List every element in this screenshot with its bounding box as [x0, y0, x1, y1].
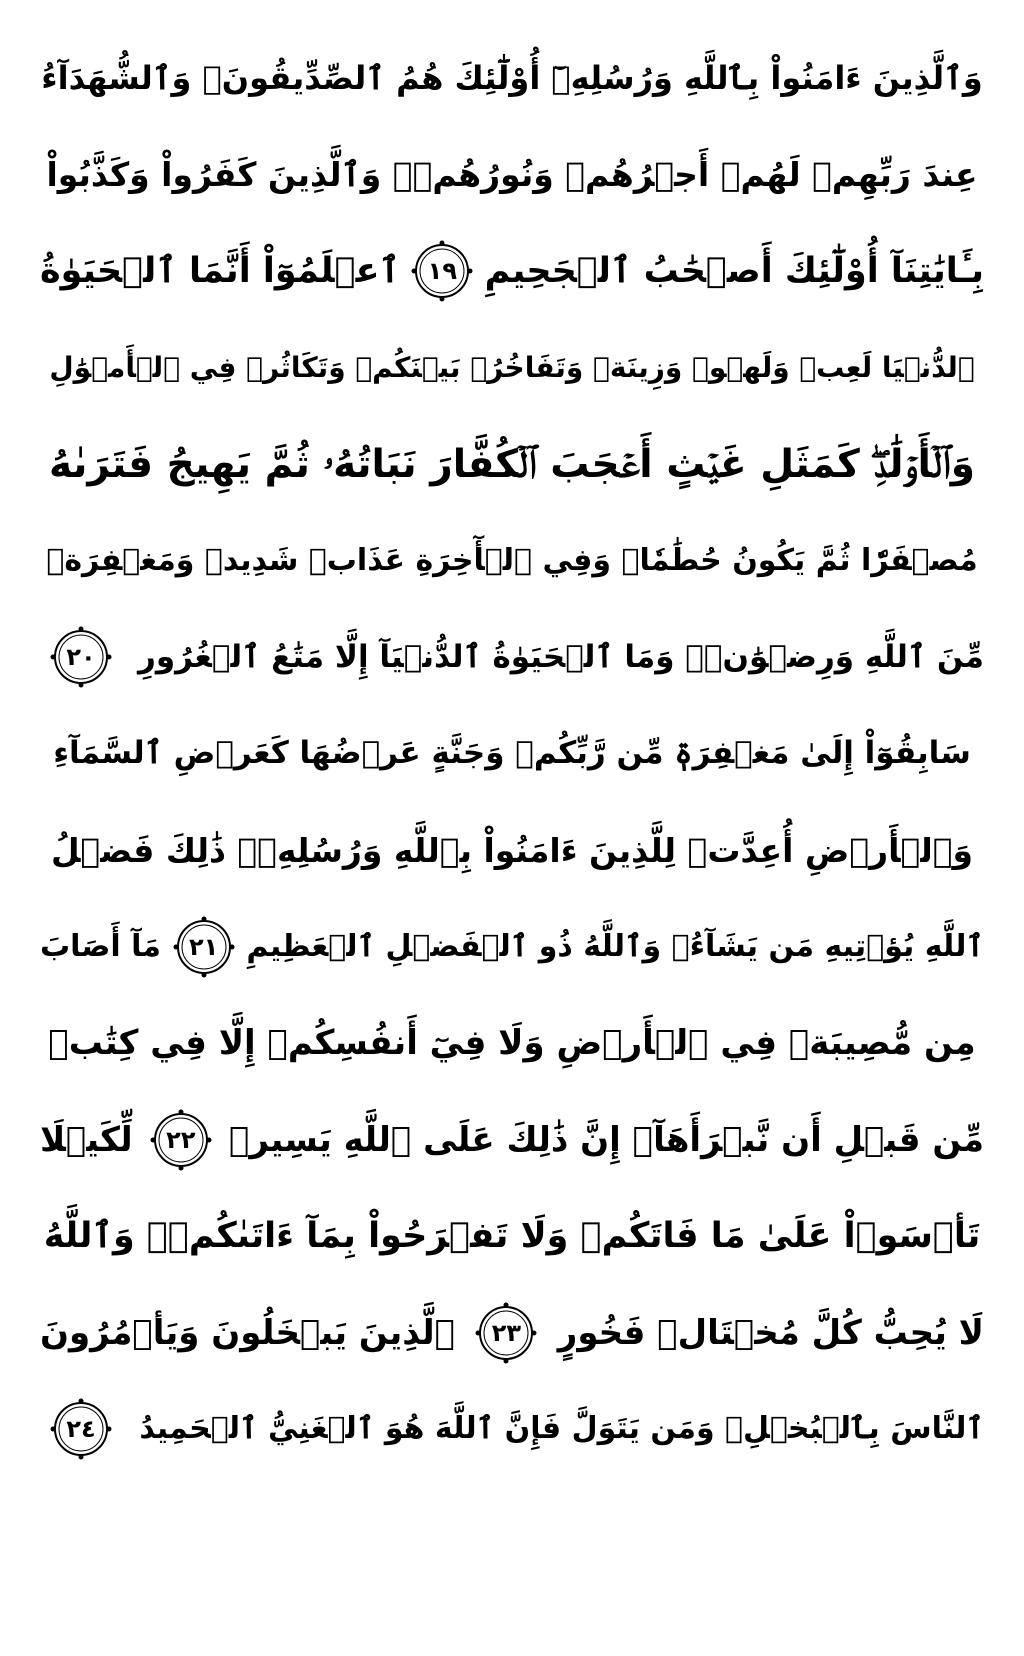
ayah-number: ٢٣ [491, 1318, 522, 1347]
text-line [40, 995, 984, 1092]
ayah-number: ٢٠ [66, 643, 96, 672]
text-line [40, 223, 984, 320]
text-line [40, 513, 984, 610]
verse-text: مَآ أَصَابَ [40, 928, 161, 964]
text-line [40, 1381, 984, 1478]
verse-text: سَابِقُوٓاْ إِلَىٰ مَغۡفِرَةٖ مِّن رَّبِّكُمۡ وَجَنَّةٍ عَرۡضُهَا كَعَرۡضِ ٱلسَّمَآءِ [53, 735, 971, 772]
verse-text: لَا يُحِبُّ كُلَّ مُخۡتَالٖ فَخُورٍ [557, 1312, 984, 1353]
verse-text: مِن مُّصِيبَةٖ فِي ٱلۡأَرۡضِ وَلَا فِيٓ أَنفُسِكُمۡ إِلَّا فِي كِتَٰبٖ [48, 1023, 976, 1064]
verse-text: مِّن قَبۡلِ أَن نَّبۡرَأَهَآۚ إِنَّ ذَٰلِكَ عَلَى ٱللَّهِ يَسِيرٞ [228, 1119, 984, 1160]
verse-text: تَأۡسَوۡاْ عَلَىٰ مَا فَاتَكُمۡ وَلَا تَفۡرَحُواْ بِمَآ ءَاتَىٰكُمۡۗ وَٱللَّهُ [43, 1215, 981, 1256]
verse-text: بِـَٔايَٰتِنَآ أُوْلَٰٓئِكَ أَصۡحَٰبُ ٱلۡجَحِيمِ [484, 250, 984, 291]
text-line [40, 802, 984, 899]
ayah-end-marker [173, 916, 235, 978]
verse-text: لِّكَيۡلَا [40, 1119, 133, 1160]
verse-text: مُصۡفَرّٗا ثُمَّ يَكُونُ حُطَٰمٗاۖ وَفِي ٱلۡأٓخِرَةِ عَذَابٞ شَدِيدٞ وَمَغۡفِرَةٞ [46, 542, 978, 578]
ayah-number: ٢١ [189, 932, 219, 961]
ayah-number: ١٩ [427, 257, 457, 286]
verse-text: وَٱلۡأَوۡلَٰدِۖ كَمَثَلِ غَيۡثٍ أَعۡجَبَ ٱلۡكُفَّارَ نَبَاتُهُۥ ثُمَّ يَهِيجُ فَتَرَىٰهُ [49, 441, 975, 487]
ayah-end-marker [150, 1109, 212, 1171]
ayah-number: ٢٢ [166, 1125, 196, 1154]
verse-text: ٱلنَّاسَ بِٱلۡبُخۡلِۗ وَمَن يَتَوَلَّ فَإِنَّ ٱللَّهَ هُوَ ٱلۡغَنِيُّ ٱلۡحَمِيدُ [139, 1411, 984, 1447]
text-line [40, 1285, 984, 1382]
ayah-end-marker [475, 1302, 537, 1364]
text-line [40, 1092, 984, 1189]
ayah-number: ٢٤ [66, 1415, 96, 1444]
verse-text: عِندَ رَبِّهِمۡ لَهُمۡ أَجۡرُهُمۡ وَنُورُهُمۡۖ وَٱلَّذِينَ كَفَرُواْ وَكَذَّبُواْ [46, 155, 978, 195]
ayah-end-marker [50, 1398, 112, 1460]
text-line [40, 609, 984, 706]
verse-text: ٱللَّهِ يُؤۡتِيهِ مَن يَشَآءُۚ وَٱللَّهُ ذُو ٱلۡفَضۡلِ ٱلۡعَظِيمِ [246, 928, 984, 964]
text-line [40, 127, 984, 224]
verse-text: ٱلَّذِينَ يَبۡخَلُونَ وَيَأۡمُرُونَ [40, 1312, 456, 1353]
text-line [40, 416, 984, 513]
verse-text: مِّنَ ٱللَّهِ وَرِضۡوَٰنٞۚ وَمَا ٱلۡحَيَوٰةُ ٱلدُّنۡيَآ إِلَّا مَتَٰعُ ٱلۡغُرُورِ [138, 638, 984, 675]
text-line [40, 899, 984, 996]
text-line [40, 706, 984, 803]
text-line [40, 1188, 984, 1285]
text-line [40, 320, 984, 417]
verse-text: ٱعۡلَمُوٓاْ أَنَّمَا ٱلۡحَيَوٰةُ [40, 250, 400, 291]
ayah-end-marker [50, 626, 112, 688]
verse-text: وَٱلۡأَرۡضِ أُعِدَّتۡ لِلَّذِينَ ءَامَنُواْ بِٱللَّهِ وَرُسُلِهِۦۚ ذَٰلِكَ فَضۡلُ [50, 830, 974, 870]
text-line [40, 30, 984, 127]
ayah-end-marker [411, 240, 473, 302]
verse-text: ٱلدُّنۡيَا لَعِبٞ وَلَهۡوٞ وَزِينَةٞ وَتَفَاخُرُۢ بَيۡنَكُمۡ وَتَكَاثُرٞ فِي ٱلۡأَمۡوَٰلِ [49, 350, 975, 384]
verse-text: وَٱلَّذِينَ ءَامَنُواْ بِٱللَّهِ وَرُسُلِهِۦٓ أُوْلَٰٓئِكَ هُمُ ٱلصِّدِّيقُونَۖ وَٱلشُّهَدَآءُ [41, 59, 983, 98]
